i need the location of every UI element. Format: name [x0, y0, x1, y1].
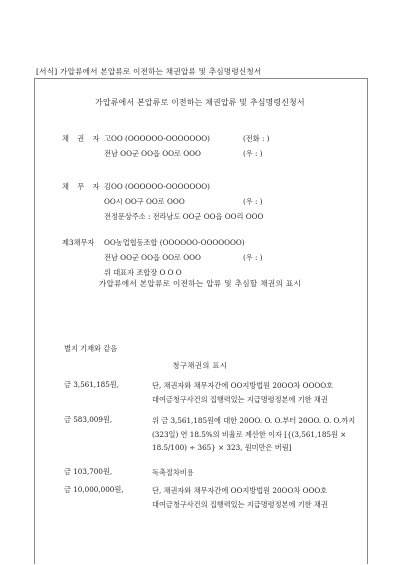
creditor-name-id: 고OO (OOOOOO-OOOOOOO): [104, 134, 210, 143]
creditor-address: 전남 OO군 OO읍 OO로 OOO: [104, 149, 201, 158]
debtor-address: OO시 OO구 OO로 OOO: [104, 197, 185, 206]
claim-description: 위 금 3,561,185원에 대한 20OO. O. O.부터 20OO. O. O.까지(323일) 연 18.5%의 비율로 계산한 이자 [{(3,561,185원 × 18.5/100) ÷ 365} × 323, 원미만은 버림]: [152, 416, 356, 453]
document-title: 가압류에서 본압류로 이전하는 채권압류 및 추심명령신청서: [95, 98, 305, 107]
claim-description: 독촉절차비용: [152, 468, 194, 477]
debtor-role-label: 채 무 자: [62, 182, 103, 191]
third-party-representative: 위 대표자 조합장 O O O: [104, 268, 182, 277]
debtor-postal: (우 : ): [243, 197, 263, 206]
third-party-name-id: OO농업협동조합 (OOOOOO-OOOOOOO): [104, 238, 245, 247]
claim-amount: 금 103,700원,: [64, 467, 113, 476]
debtor-name-id: 김OO (OOOOOO-OOOOOOO): [104, 182, 210, 191]
claim-section-subtitle: 별지 기재와 같음: [64, 344, 118, 353]
document-caption: [서식] 가압류에서 본압류로 이전하는 채권압류 및 추심명령신청서: [36, 67, 262, 76]
claim-description: 단, 채권자와 채무자간에 OO지방법원 20OO차 OOOO호 대여금청구사건의 집행력있는 지급명령정본에 기한 채권: [152, 381, 334, 404]
claim-amount: 금 3,561,185원,: [64, 380, 120, 389]
claim-description: 단, 채권자와 채무자간에 OO지방법원 20OO차 OOO호 대여금청구사건의 집행력있는 지급명령정본에 기한 채권: [152, 486, 328, 509]
creditor-postal: (우 : ): [243, 149, 263, 158]
debtor-registered-address: 전정문상주소 : 전라남도 OO군 OO읍 OO리 OOO: [104, 212, 264, 221]
claim-section-title: 가압류에서 본압류로 이전하는 압류 및 추심할 채권의 표시: [98, 279, 302, 288]
third-party-role-label: 제3채무자: [62, 238, 95, 247]
creditor-role-label: 채 권 자: [62, 134, 103, 143]
claim-amount: 금 583,009원,: [64, 415, 113, 424]
third-party-postal: (우 : ): [243, 253, 263, 262]
third-party-address: 전남 OO군 OO읍 OO로 OOO: [104, 253, 201, 262]
claim-amount: 금 10,000,000원,: [64, 485, 124, 494]
creditor-phone: (전화 : ): [243, 134, 270, 143]
claim-table-title: 청구채권의 표시: [172, 361, 228, 370]
